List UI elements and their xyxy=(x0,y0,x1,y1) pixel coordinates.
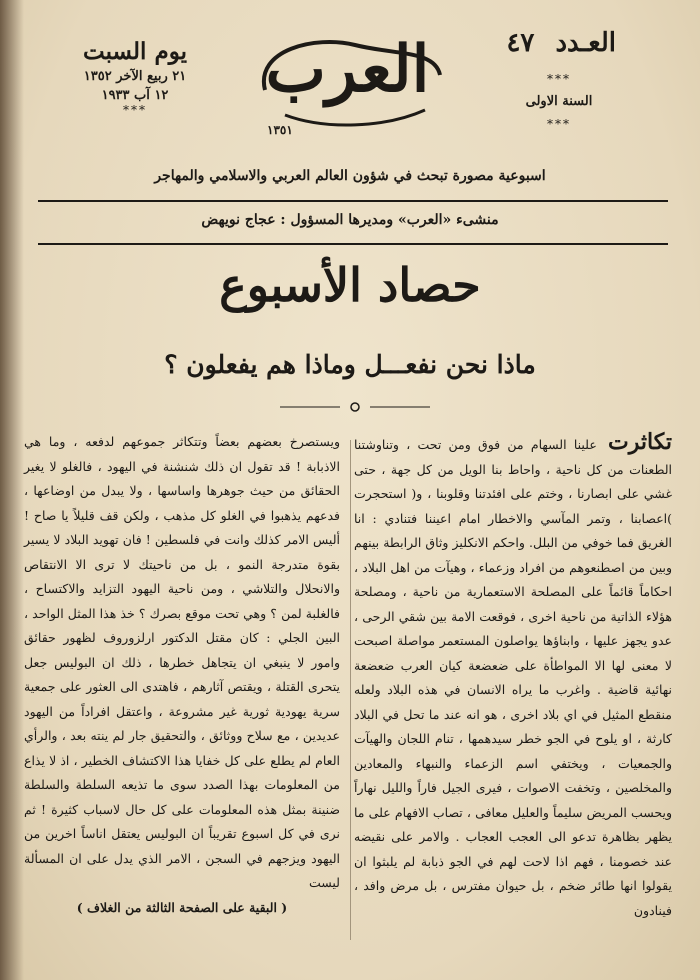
continued-note: ( البقية على الصفحة الثالثة من الغلاف ) xyxy=(76,899,288,915)
divider-rule xyxy=(38,200,668,202)
masthead-logo xyxy=(245,30,450,135)
issue-value: ٤٧ xyxy=(506,28,535,58)
issue-number xyxy=(506,28,628,58)
ornament-divider xyxy=(280,400,430,414)
section-title: حصاد الأسبوع xyxy=(219,258,481,312)
right-column-text: علينا السهام من فوق ومن تحت ، وتناوشتنا الطعنات من كل ناحية ، واحاط بنا الويل من كل جهة ، حتى غشي على ابصارنا ، وختم على افئدتنا وقلوبنا ، و( استحجرت )اعصابنا ، وتمر المآسي والاخطار امام اعيننا فتنادي : انا الغريق فما خوفي من البلل. واحكم الانكليز وثاق الرابطة بينهم وبين من اصطنعوهم من افراد وزعماء ، وهيآت من اهل البلاد ، احكاماً قائماً على المصلحة الاستعمارية من ناحية ، ومصلحة هؤلاء الذاتية من ناحية اخرى ، فوقعت الامة بين شقي الرحى ، عدو يجهز عليها ، وابناؤها يواصلون المستعمر مواصلة اصبحت لا معنى لها الا المواطأة على ضعضعة كيان العرب ضعضعة نهائية قاضية . واغرب ما يراه الانسان في هذه البلاد ولعله منقطع المثيل في اي بلاد اخرى ، هو انه عند ما تحل في البلاد كارثة ، او يلوح في الجو خطر سيدهمها ، تنام اللجان والهيآت والجمعيات ، ويختفي اسم الزعماء والنبهاء والمعادين والمخلصين ، وتخفت الاصوات ، فيرى الجيل فاراً والليل نهاراً ويحسب المريض سليماً والعليل معافى ، تصاب الافهام على ما يظهر بظاهرة تدعو الى العجب العجاب . والامر على نقيضه عند خصومنا ، فهم اذا لاحت لهم في الجو ذبابة لم يلبثوا ان يقولوا انها طائر ضخم ، بل حيوان مفترس ، بل مرض وافد ، فينادون xyxy=(354,437,672,918)
logo-swirl xyxy=(245,30,450,135)
hijri-date: ٢١ ربيع الآخر ١٣٥٢ xyxy=(83,69,187,84)
volume-label: السنة الاولى xyxy=(525,94,593,109)
logo-year: ١٣٥١ xyxy=(267,123,293,137)
column-divider xyxy=(350,440,351,940)
gregorian-date: ١٢ آب ١٩٣٣ xyxy=(101,88,169,103)
binding-shadow xyxy=(0,0,24,980)
issue-label: العـدد xyxy=(555,28,616,58)
lead-word: تكاثرت xyxy=(608,429,672,455)
logo-title: العرب xyxy=(265,32,430,107)
volume-stars-bottom: *** xyxy=(547,117,571,131)
date-stars: *** xyxy=(123,103,147,117)
article-column-left xyxy=(24,430,340,920)
article-subtitle: ماذا نحن نفعـــل وماذا هم يفعلون ؟ xyxy=(164,350,536,379)
divider-rule xyxy=(38,243,668,245)
tagline: اسبوعية مصورة تبحث في شؤون العالم العربي والاسلامي والمهاجر xyxy=(154,168,546,184)
date-block xyxy=(60,38,210,117)
publisher-line: منشىء «العرب» ومديرها المسؤول : عجاج نويهض xyxy=(201,212,499,228)
day-of-week: يوم السبت xyxy=(83,38,187,65)
volume-stars: *** xyxy=(547,72,571,86)
left-column-text: ويستصرخ بعضهم بعضاً وتتكاثر جموعهم لدفعه ، وما هي الاذبابة ! قد تقول ان ذلك شنشنة في اليهود ، فالغلو لا يغير الحقائق من حيث جوهرها واساسها ، ولا يبدل من اوضاعها ، فدعهم يذهبوا في الغلو كل مذهب ، ولكن قف قليلاً يا صاح ! أليس الامر كذلك وانت في فلسطين ! فان تهويد البلاد لا يسير بقوة متدرجة النمو ، بل من ناحيتك لا ترى الا الانتقاص والانحلال والتلاشي ، ومن ناحية اليهود التزايد والاكتساح ، فالغلبة لمن ؟ وهي تحت موقع بصرك ؟ خذ هذا المثل الواحد ، البين الجلي : كان مقتل الدكتور ارلزوروف لظهور حقائق وامور لا ينبغي ان يتجاهل خطرها ، ذلك ان البوليس جعل يتحرى القتلة ، ويقتص آثارهم ، فاهتدى الى العثور على جمعية سرية يهودية ثورية غير مشروعة ، واعتقل افراداً من اليهود عديدين ، مع سلاح ووثائق ، والتحقيق جار لم ينته بعد ، والرأي العام لم يطلع على كل خفايا هذا الاكتشاف الخطير ، اذ لا يذاع من المعلومات بهذا الصدد سوى ما تذيعه السلطة والسلطة ضنينة بمثل هذه المعلومات على كل حال لاسباب كثيرة ! ثم نرى في كل اسبوع تقريباً ان البوليس يعتقل اناساً اخرين من اليهود ويزجهم في السجن ، الامر الذي يدل على ان المسألة ليست xyxy=(24,434,340,890)
article-column-right xyxy=(354,430,672,923)
volume-block xyxy=(514,72,604,131)
